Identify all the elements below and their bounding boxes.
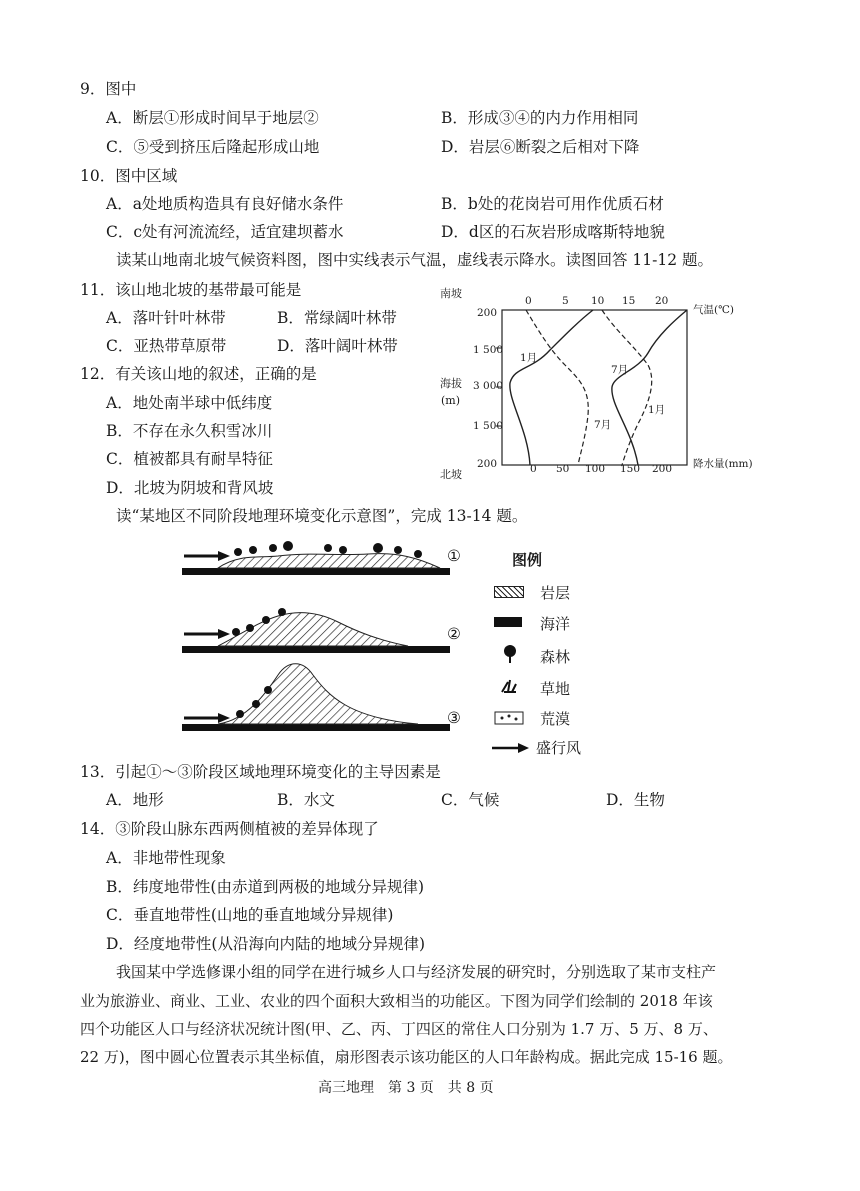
q10-option-b: B．b处的花岗岩可用作优质石材 <box>441 195 664 213</box>
intro-15-16-line4: 22 万)，图中圆心位置表示其坐标值，扇形图表示该功能区的人口年龄构成。据此完成 15-16 题。 <box>80 1048 733 1066</box>
legend-wind-label: 盛行风 <box>536 739 582 757</box>
q10-stem: 10．图中区域 <box>80 167 178 185</box>
stage-3-label: ③ <box>447 709 461 727</box>
q14-stem: 14．③阶段山脉东西两侧植被的差异体现了 <box>80 820 379 838</box>
temp-tick-15: 15 <box>622 295 636 307</box>
q12-option-d: D．北坡为阴坡和背风坡 <box>106 479 274 497</box>
stage-3 <box>182 664 450 731</box>
legend-desert-label: 荒漠 <box>540 710 571 728</box>
legend-rock-label: 岩层 <box>540 584 571 602</box>
q11-stem: 11．该山地北坡的基带最可能是 <box>80 281 302 299</box>
jul-temp-label: 7月 <box>611 364 629 376</box>
jan-temperature-line <box>510 310 593 465</box>
q11-option-c: C．亚热带草原带 <box>106 337 227 355</box>
stage-diagrams <box>178 540 478 740</box>
precip-tick-50: 50 <box>556 463 570 475</box>
q9-stem: 9．图中 <box>80 80 137 98</box>
q10-option-d: D．d区的石灰岩形成喀斯特地貌 <box>441 223 665 241</box>
q12-option-c: C．植被都具有耐旱特征 <box>106 450 273 468</box>
climate-chart <box>490 305 710 475</box>
stage-2 <box>182 608 450 653</box>
q9-option-b: B．形成③④的内力作用相同 <box>441 109 639 127</box>
intro-15-16-line3: 四个功能区人口与经济状况统计图(甲、乙、丙、丁四区的常住人口分别为 1.7 万、5 万、8 万、 <box>80 1020 718 1038</box>
wind-arrowhead <box>218 551 230 561</box>
intro-13-14: 读“某地区不同阶段地理环境变化示意图”，完成 13-14 题。 <box>116 507 528 525</box>
legend-forest-label: 森林 <box>540 648 571 666</box>
grass-icon <box>500 678 520 694</box>
north-slope-label: 北坡 <box>440 468 462 481</box>
q12-option-b: B．不存在永久积雪冰川 <box>106 422 273 440</box>
q9-option-c: C．⑤受到挤压后隆起形成山地 <box>106 138 320 156</box>
legend-ocean-label: 海洋 <box>540 615 571 633</box>
altitude-tick-4: 1 500 <box>473 420 504 432</box>
temp-tick-5: 5 <box>562 295 569 307</box>
precip-axis-label: 降水量(mm) <box>693 458 753 470</box>
legend-grass-label: 草地 <box>540 680 571 698</box>
q12-stem: 12．有关该山地的叙述，正确的是 <box>80 365 317 383</box>
precip-tick-100: 100 <box>585 463 606 475</box>
altitude-tick-5: 200 <box>477 458 498 470</box>
stage-2-label: ② <box>447 625 461 643</box>
jul-precipitation-line <box>602 310 652 465</box>
ocean-strip <box>182 646 450 653</box>
q13-option-a: A．地形 <box>106 791 164 809</box>
jul-precip-label: 7月 <box>594 419 612 431</box>
q11-option-d: D．落叶阔叶林带 <box>277 337 398 355</box>
q14-option-d: D．经度地带性(从沿海向内陆的地域分异规律) <box>106 935 426 953</box>
page-footer: 高三地理 第 3 页 共 8 页 <box>318 1080 494 1096</box>
intro-15-16-line1: 我国某中学选修课小组的同学在进行城乡人口与经济发展的研究时，分别选取了某市支柱产 <box>116 963 717 981</box>
altitude-axis-ticks <box>496 348 502 426</box>
q11-option-b: B．常绿阔叶林带 <box>277 309 397 327</box>
q13-option-b: B．水文 <box>277 791 335 809</box>
rock-layers <box>218 554 440 568</box>
q9-option-a: A．断层①形成时间早于地层② <box>106 109 319 127</box>
wind-arrowhead <box>218 629 230 639</box>
q14-option-b: B．纬度地带性(由赤道到两极的地域分异规律) <box>106 878 424 896</box>
precip-tick-200: 200 <box>652 463 673 475</box>
precip-tick-150: 150 <box>620 463 641 475</box>
legend-title: 图例 <box>512 551 543 569</box>
altitude-tick-1: 200 <box>477 307 498 319</box>
q14-option-c: C．垂直地带性(山地的垂直地域分异规律) <box>106 906 394 924</box>
jan-precip-label: 1月 <box>648 404 666 416</box>
altitude-unit: (m) <box>441 394 461 407</box>
jul-temperature-line <box>612 310 687 465</box>
altitude-tick-3: 3 000 <box>473 380 504 392</box>
intro-11-12: 读某山地南北坡气候资料图，图中实线表示气温，虚线表示降水。读图回答 11-12 题。 <box>116 251 714 269</box>
altitude-tick-2: 1 500 <box>473 344 504 356</box>
legend-ocean-swatch <box>494 617 522 627</box>
altitude-label: 海拔 <box>440 377 462 390</box>
q9-option-d: D．岩层⑥断裂之后相对下降 <box>441 138 640 156</box>
desert-icon <box>494 711 524 725</box>
q13-stem: 13．引起①～③阶段区域地理环境变化的主导因素是 <box>80 763 441 781</box>
wind-arrow-icon <box>492 742 530 754</box>
chart-frame <box>502 310 687 465</box>
q13-option-c: C．气候 <box>441 791 500 809</box>
q12-option-a: A．地处南半球中低纬度 <box>106 394 273 412</box>
q13-option-d: D．生物 <box>606 791 665 809</box>
precip-tick-0: 0 <box>530 463 537 475</box>
south-slope-label: 南坡 <box>440 287 462 300</box>
temp-tick-0: 0 <box>525 295 532 307</box>
temp-tick-10: 10 <box>591 295 605 307</box>
stage-1 <box>182 541 450 575</box>
legend-rock-swatch <box>494 586 524 598</box>
jan-temp-label: 1月 <box>520 352 538 364</box>
temp-axis-label: 气温(℃) <box>693 304 734 316</box>
ocean-strip <box>182 568 450 575</box>
stage-1-label: ① <box>447 547 461 565</box>
q10-option-a: A．a处地质构造具有良好储水条件 <box>106 195 344 213</box>
rock-layers <box>218 664 418 724</box>
q10-option-c: C．c处有河流流经，适宜建坝蓄水 <box>106 223 344 241</box>
ocean-strip <box>182 724 450 731</box>
q11-option-a: A．落叶针叶林带 <box>106 309 226 327</box>
q14-option-a: A．非地带性现象 <box>106 849 226 867</box>
temp-tick-20: 20 <box>655 295 669 307</box>
tree-icon <box>500 644 520 664</box>
intro-15-16-line2: 业为旅游业、商业、工业、农业的四个面积大致相当的功能区。下图为同学们绘制的 2018 年该 <box>80 992 713 1010</box>
jan-precipitation-line <box>526 310 588 465</box>
